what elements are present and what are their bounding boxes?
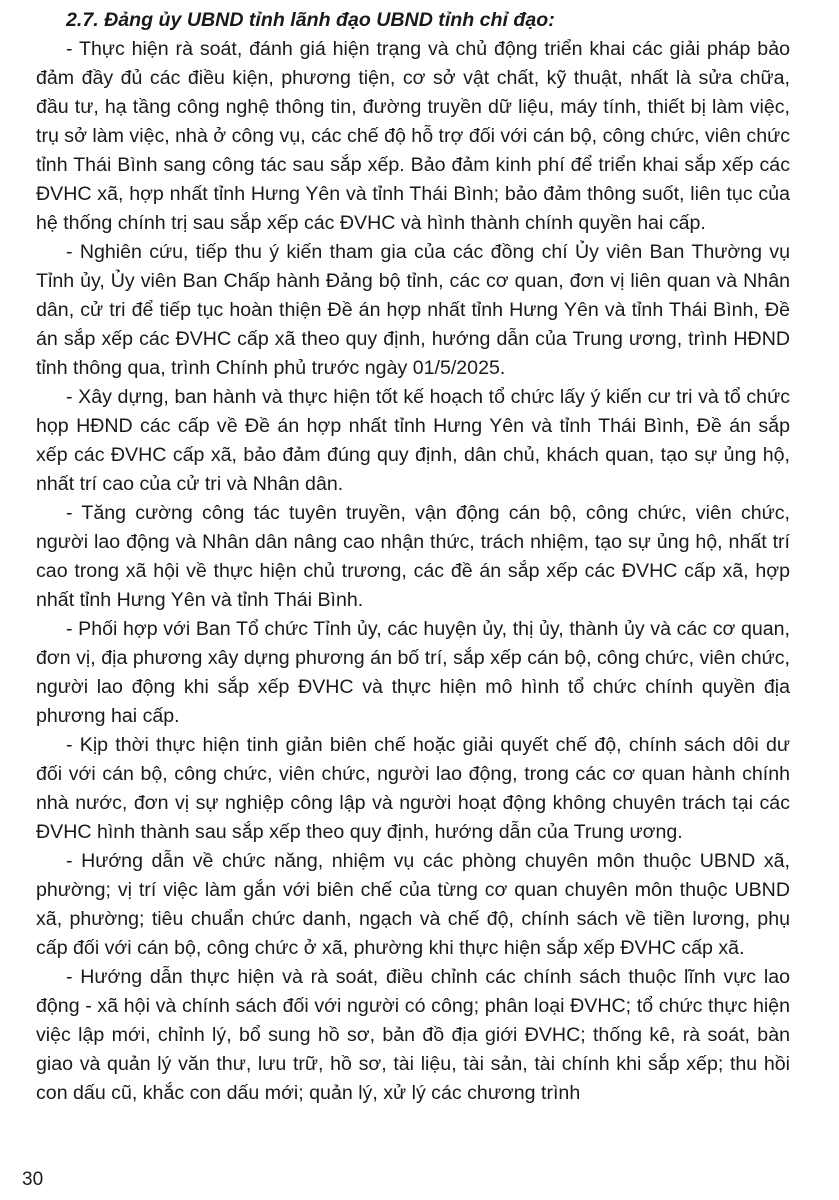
paragraph-5: - Phối hợp với Ban Tổ chức Tỉnh ủy, các huyện ủy, thị ủy, thành ủy và các cơ quan, đơn vị, địa phương xây dựng phương án bố trí, sắp xếp cán bộ, công chức, viên chức, người lao động khi sắp xếp ĐVHC và thực hiện mô hình tổ chức chính quyền địa phương hai cấp. xyxy=(36,618,790,727)
paragraph-1: - Thực hiện rà soát, đánh giá hiện trạng và chủ động triển khai các giải pháp bảo đảm đầy đủ các điều kiện, phương tiện, cơ sở vật chất, kỹ thuật, nhất là sửa chữa, đầu tư, hạ tầng công nghệ thông tin, đường truyền dữ liệu, máy tính, thiết bị làm việc, trụ sở làm việc, nhà ở công vụ, các chế độ hỗ trợ đối với cán bộ, công chức, viên chức tỉnh Thái Bình sang công tác sau sắp xếp. Bảo đảm kinh phí để triển khai sắp xếp các ĐVHC xã, hợp nhất tỉnh Hưng Yên và tỉnh Thái Bình; bảo đảm thông suốt, liên tục của hệ thống chính trị sau sắp xếp các ĐVHC và hình thành chính quyền hai cấp. xyxy=(36,38,790,234)
page-body xyxy=(36,6,790,1108)
paragraph-7: - Hướng dẫn về chức năng, nhiệm vụ các phòng chuyên môn thuộc UBND xã, phường; vị trí việc làm gắn với biên chế của từng cơ quan chuyên môn thuộc UBND xã, phường; tiêu chuẩn chức danh, ngạch và chế độ, chính sách về tiền lương, phụ cấp đối với cán bộ, công chức ở xã, phường khi thực hiện sắp xếp ĐVHC cấp xã. xyxy=(36,850,790,959)
paragraph-6: - Kịp thời thực hiện tinh giản biên chế hoặc giải quyết chế độ, chính sách dôi dư đối với cán bộ, công chức, viên chức, người lao động, trong các cơ quan hành chính nhà nước, đơn vị sự nghiệp công lập và người hoạt động không chuyên trách tại các ĐVHC hình thành sau sắp xếp theo quy định, hướng dẫn của Trung ương. xyxy=(36,734,790,843)
page-number: 30 xyxy=(22,1169,44,1190)
paragraph-8: - Hướng dẫn thực hiện và rà soát, điều chỉnh các chính sách thuộc lĩnh vực lao động - xã hội và chính sách đối với người có công; phân loại ĐVHC; tổ chức thực hiện việc lập mới, chỉnh lý, bổ sung hồ sơ, bản đồ địa giới ĐVHC; thống kê, rà soát, bàn giao và quản lý văn thư, lưu trữ, hồ sơ, tài liệu, tài sản, tài chính khi sắp xếp; thu hồi con dấu cũ, khắc con dấu mới; quản lý, xử lý các chương trình xyxy=(36,966,790,1104)
paragraph-3: - Xây dựng, ban hành và thực hiện tốt kế hoạch tổ chức lấy ý kiến cư tri và tổ chức họp HĐND các cấp về Đề án hợp nhất tỉnh Hưng Yên và tỉnh Thái Bình, Đề án sắp xếp các ĐVHC cấp xã, bảo đảm đúng quy định, dân chủ, khách quan, tạo sự ủng hộ, nhất trí cao của cử tri và Nhân dân. xyxy=(36,386,790,495)
paragraph-2: - Nghiên cứu, tiếp thu ý kiến tham gia của các đồng chí Ủy viên Ban Thường vụ Tỉnh ủy, Ủy viên Ban Chấp hành Đảng bộ tỉnh, các cơ quan, đơn vị liên quan và Nhân dân, cử tri để tiếp tục hoàn thiện Đề án hợp nhất tỉnh Hưng Yên và tỉnh Thái Bình, Đề án sắp xếp các ĐVHC cấp xã theo quy định, hướng dẫn của Trung ương, trình HĐND tỉnh thông qua, trình Chính phủ trước ngày 01/5/2025. xyxy=(36,241,790,379)
paragraph-4: - Tăng cường công tác tuyên truyền, vận động cán bộ, công chức, viên chức, người lao động và Nhân dân nâng cao nhận thức, trách nhiệm, tạo sự ủng hộ, nhất trí cao trong xã hội về thực hiện chủ trương, các đề án sắp xếp các ĐVHC cấp xã, hợp nhất tỉnh Hưng Yên và tỉnh Thái Bình. xyxy=(36,502,790,611)
section-heading: 2.7. Đảng ủy UBND tỉnh lãnh đạo UBND tỉnh chỉ đạo: xyxy=(66,9,555,31)
